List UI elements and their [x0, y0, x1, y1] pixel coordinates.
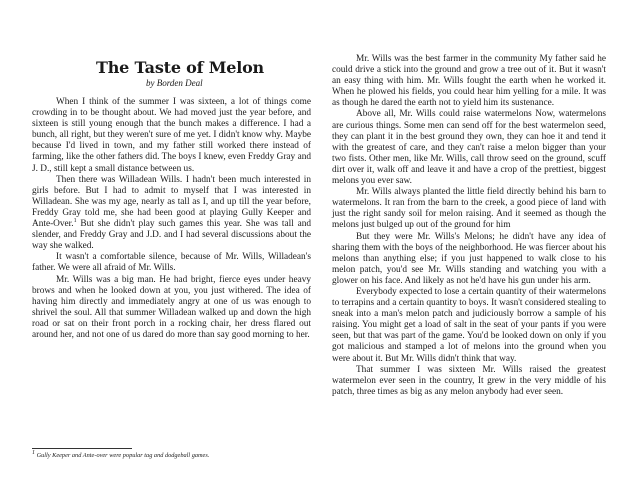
paragraph: Mr. Wills always planted the little field directly behind his barn to watermelons. It ran from the barn to the creek, a good piece of land with just the right sandy soil for melon raising. And it seemed as though the melons just bulged up out of the ground for him: [332, 187, 606, 231]
story-byline: by Borden Deal: [146, 78, 203, 88]
story-title: The Taste of Melon: [96, 58, 264, 77]
footnote-text: Gully Keeper and Ante-over were popular tag and dodgeball games.: [36, 452, 210, 459]
footnote-marker: 1: [73, 217, 77, 224]
footnote-marker: 1: [32, 449, 35, 456]
paragraph: Above all, Mr. Wills could raise watermelons Now, watermelons are curious things. Some men can send off for the best watermelon seed, they can plant it in the best ground they own, they can hoe it and tend it with the greatest of care, and they can't raise a melon bigger than your two fists. Other men, like Mr. Wills, call throw seed on the ground, scuff dirt over it, walk off and leave it and have a crop of the prettiest, biggest melons you ever saw.: [332, 109, 606, 187]
paragraph: Everybody expected to lose a certain quantity of their watermelons to terrapins and a certain quantity to boys. It wasn't considered stealing to sneak into a man's melon patch and judiciously borrow a sample of his raising. You might get a load of salt in the seat of your pants if you were seen, but that was part of the game. You'd be looked down on only if you got malicious and stamped a lot of melons into the ground when you were about it. But Mr. Wills didn't think that way.: [332, 286, 606, 364]
paragraph: [32, 175, 311, 253]
paragraph: That summer I was sixteen Mr. Wills raised the greatest watermelon ever seen in the country, It grew in the very middle of his patch, three times as big as any melon anybody had ever seen.: [332, 364, 606, 397]
paragraph: Mr. Wills was the best farmer in the community My father said he could drive a stick into the ground and grow a tree out of it. But it wasn't an easy thing with him. Mr. Wills fought the earth when he worked it. When he plowed his fields, you could hear him yelling for a mile. It was as though he dared the earth not to yield him its sustenance.: [332, 54, 606, 109]
footnote-rule: [32, 448, 132, 449]
footnote: [32, 449, 311, 460]
paragraph-text: But she didn't play such games this year. She was tall and slender, and Freddy Gray and J.D. and I had several discussions about the way she walked.: [32, 219, 311, 252]
left-body-text: [32, 97, 311, 341]
paragraph-text: Then there was Willadean Wills. I hadn't been much interested in girls before. But I had to admit to myself that I was interested in Willadean. She was my age, nearly as tall as I, and up till the year before, Freddy Gray told me, she had been good at playing Gully Keeper and Ante-Over.: [32, 174, 311, 230]
paragraph: It wasn't a comfortable silence, because of Mr. Wills, Willadean's father. We were all afraid of Mr. Wills.: [32, 252, 311, 274]
paragraph: When I think of the summer I was sixteen, a lot of things come crowding in to be thought about. We had moved just the year before, and sixteen is still young enough that the bunch makes a difference. I had a bunch, all right, but they weren't sure of me yet. I didn't know why. Maybe because I'd lived in town, and my father still worked there instead of farming, like the other fathers did. The boys I knew, even Freddy Gray and J. D., still kept a small distance between us.: [32, 97, 311, 174]
right-body-text: [332, 54, 606, 398]
paragraph: But they were Mr. Wills's Melons; he didn't have any idea of sharing them with the boys of the neighborhood. He was fiercer about his melons than anything else; if you just happened to walk close to his melon patch, you'd see Mr. Wills standing and watching you with a glower on his face. And likely as not he'd have his gun under his arm.: [332, 231, 606, 286]
paragraph: Mr. Wills was a big man. He had bright, fierce eyes under heavy brows and when he looked down at you, you just withered. The idea of having him directly and immediately angry at one of us was enough to shrivel the soul. All that summer Willadean walked up and down the high road or sat on their front porch in a rocking chair, her dress flared out around her, and not one of us dared do more than say good morning to her.: [32, 274, 311, 340]
